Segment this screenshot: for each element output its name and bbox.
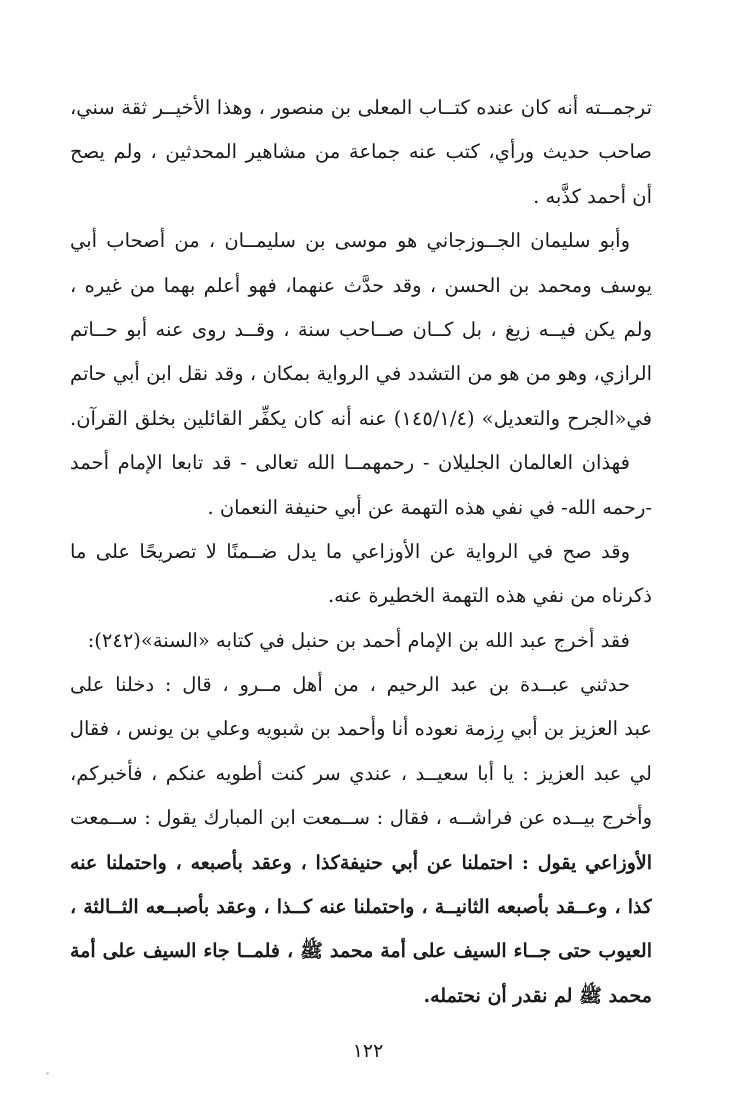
text-line: ذكرناه من نفي هذه التهمة الخطيرة عنه. (327, 584, 652, 608)
text-line: فقد أخرج عبد الله بن الإمام أحمد بن حنبل في كتابه «السنة»(٢٤٢): (87, 628, 630, 652)
text-line: الأوزاعي يقول : احتملنا عن أبي حنيفةكذا ، وعقد بأصبعه ، واحتملنا عنه (70, 851, 652, 874)
body-text (70, 86, 652, 1018)
text-line: كذا ، وعــقد بأصبعه الثانيــة ، واحتملنا عنه كــذا ، وعقد بأصبــعه الثــالثة ، (70, 896, 652, 919)
text-line: محمد ﷺ لم نقدر أن نحتمله. (423, 984, 652, 1007)
text-line: وأخرج بيــده عن فراشــه ، فقال : ســمعت ابن المبارك يقول : ســمعت (70, 806, 652, 830)
text-line: الرازي، وهو من هو من التشدد في الرواية بمكان ، وقد نقل ابن أبي حاتم (70, 362, 652, 386)
text-line: يوسف ومحمد بن الحسن ، وقد حدَّث عنهما، فهو أعلم بهما من غيره ، (70, 273, 652, 297)
text-line: -رحمه الله- في نفي هذه التهمة عن أبي حنيفة النعمان . (207, 495, 652, 519)
page-number: ١٢٢ (352, 1040, 384, 1062)
text-line: حدثني عبــدة بن عبد الرحيم ، من أهل مــرو ، قال : دخلنا على (70, 673, 630, 697)
text-line: صاحب حديث ورأي، كتب عنه جماعة من مشاهير المحدثين ، ولم يصح (70, 140, 652, 164)
text-line: وأبو سليمان الجــوزجاني هو موسى بن سليمــان ، من أصحاب أبي (70, 229, 630, 253)
text-line: عبد العزيز بن أبي رِزمة نعوده أنا وأحمد بن شبويه وعلي بن يونس ، فقال (70, 717, 652, 741)
text-line: ترجمــته أنه كان عنده كتــاب المعلى بن منصور ، وهذا الأخيــر ثقة سني، (70, 96, 652, 119)
text-line: لي عبد العزيز : يا أبا سعيــد ، عندي سر كنت أطويه عنكم ، فأخبركم، (70, 761, 652, 785)
margin-mark (46, 1072, 49, 1075)
text-line: فهذان العالمان الجليلان - رحمهمــا الله تعالى - قد تابعا الإمام أحمد (70, 451, 630, 475)
text-line: وقد صح في الرواية عن الأوزاعي ما يدل ضــمنًا لا تصريحًا على ما (70, 539, 630, 563)
text-line: ولم يكن فيــه زيغ ، بل كــان صــاحب سنة ، وقــد روى عنه أبو حــاتم (70, 317, 652, 341)
text-line: أن أحمد كذَّبه . (533, 184, 652, 208)
text-line: في«الجرح والتعديل» (١٤٥/١/٤) عنه أنه كان يكفِّر القائلين بخلق القرآن. (70, 406, 652, 430)
text-line: العيوب حتى جــاء السيف على أمة محمد ﷺ ، فلمــا جاء السيف على أمة (70, 940, 652, 963)
